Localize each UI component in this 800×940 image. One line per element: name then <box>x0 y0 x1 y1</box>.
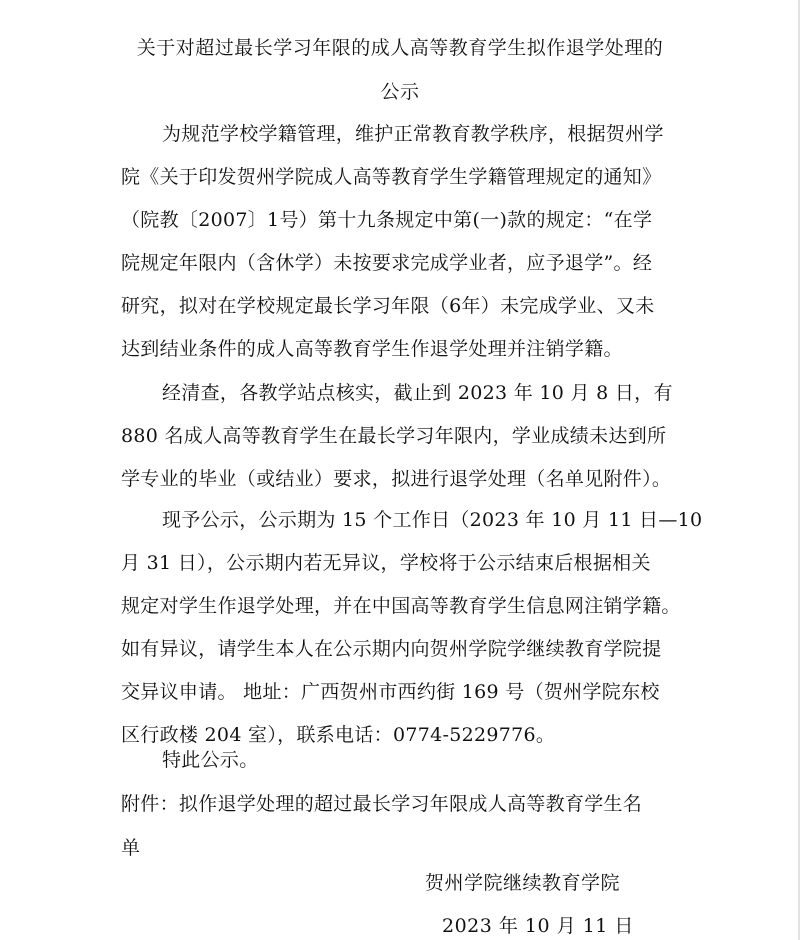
paragraph1-line: 达到结业条件的成人高等教育学生作退学处理并注销学籍。 <box>121 338 623 360</box>
paragraph3-line: 区行政楼 204 室），联系电话：0774-5229776。 <box>121 724 556 746</box>
paragraph3-line: 现予公示，公示期为 15 个工作日（2023 年 10 月 11 日—10 <box>162 509 703 531</box>
paragraph1-line: 院《关于印发贺州学院成人高等教育学生学籍管理规定的通知》 <box>121 166 662 188</box>
paragraph2-line: 经清查，各教学站点核实，截止到 2023 年 10 月 8 日，有 <box>162 382 673 404</box>
paragraph3-line: 如有异议，请学生本人在公示期内向贺州学院学继续教育学院提 <box>121 638 662 660</box>
attachment-line-2: 单 <box>121 837 141 859</box>
document-title-line-1: 关于对超过最长学习年限的成人高等教育学生拟作退学处理的 <box>136 37 664 59</box>
signature-organization: 贺州学院继续教育学院 <box>425 872 621 894</box>
paragraph1-line: 院规定年限内（含休学）未按要求完成学业者，应予退学”。经 <box>121 252 653 274</box>
paragraph3-line: 规定对学生作退学处理，并在中国高等教育学生信息网注销学籍。 <box>121 595 681 617</box>
paragraph2-line: 880 名成人高等教育学生在最长学习年限内，学业成绩未达到所 <box>121 425 667 447</box>
signature-date: 2023 年 10 月 11 日 <box>442 915 634 937</box>
paragraph1-line: 为规范学校学籍管理，维护正常教育教学秩序，根据贺州学 <box>162 123 664 145</box>
paragraph2-line: 学专业的毕业（或结业）要求，拟进行退学处理（名单见附件）。 <box>121 468 672 490</box>
paragraph1-line: 研究，拟对在学校规定最长学习年限（6年）未完成学业、又未 <box>121 295 655 317</box>
document-title-line-2: 公示 <box>380 81 420 103</box>
paragraph3-line: 月 31 日），公示期内若无异议，学校将于公示结束后根据相关 <box>121 552 651 574</box>
paragraph1-line: （院教〔2007〕1号）第十九条规定中第(一)款的规定：“在学 <box>121 209 653 231</box>
paragraph3-line: 交异议申请。 地址：广西贺州市西约街 169 号（贺州学院东校 <box>121 681 660 703</box>
closing-statement: 特此公示。 <box>162 749 259 771</box>
attachment-line: 附件：拟作退学处理的超过最长学习年限成人高等教育学生名 <box>121 793 643 815</box>
